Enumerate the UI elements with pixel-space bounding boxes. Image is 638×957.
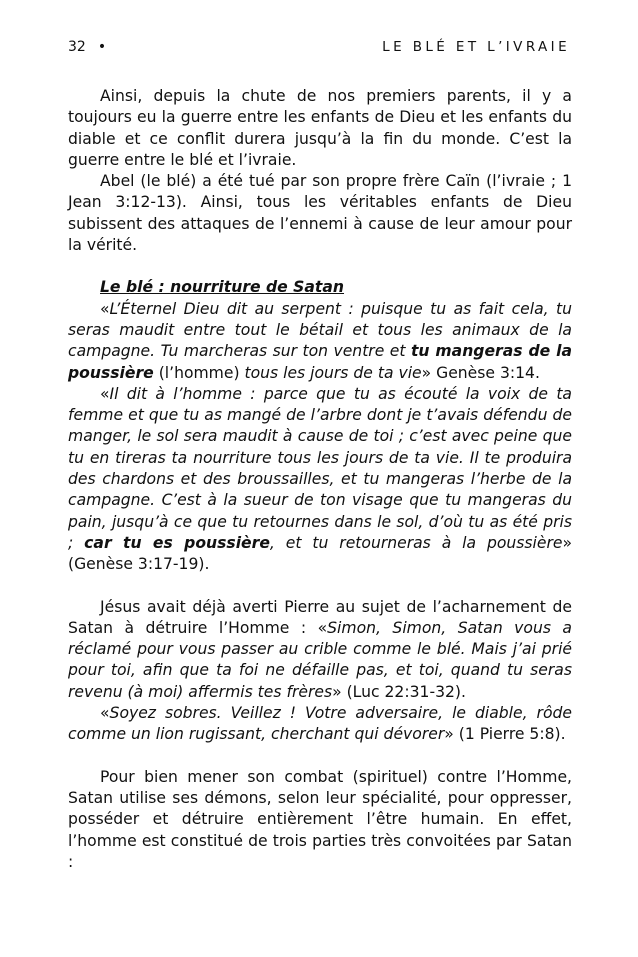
paragraph	[68, 703, 572, 746]
text-run: , et tu retourneras à la poussière	[269, 533, 563, 552]
text-run: » (Luc 22:31-32).	[332, 682, 466, 701]
paragraph	[68, 86, 572, 171]
text-run: car tu es poussière	[84, 533, 270, 552]
paragraph	[68, 171, 572, 256]
running-header	[68, 36, 570, 58]
body-text	[68, 86, 572, 873]
text-run: » (1 Pierre 5:8).	[444, 725, 566, 744]
running-title: LE BLÉ ET L’IVRAIE	[382, 39, 570, 55]
text-run: «	[100, 384, 110, 403]
paragraph	[68, 767, 572, 873]
header-left	[68, 36, 106, 58]
text-run: Pour bien mener son combat (spirituel) contre l’Homme, Satan utilise ses démons, selon leur spécialité, pour oppresser, posséder et détruire entièrement l’être humain. En effet, l’homme est constitué de trois parties très convoitées par Satan :	[68, 767, 572, 871]
section-heading	[68, 277, 572, 298]
text-run: «	[100, 299, 110, 318]
text-run: » (Genèse 3:17-19).	[68, 533, 573, 574]
text-run: Jésus avait déjà averti Pierre au sujet de l’acharnement de Satan à détruire l’Homme : «	[68, 597, 572, 637]
text-run: » Genèse 3:14.	[421, 363, 540, 382]
text-run: Ainsi, depuis la chute de nos premiers parents, il y a toujours eu la guerre entre les enfants de Dieu et les enfants du diable et ce conflit durera jusqu’à la fin du monde. C’est la guerre entre le blé et l’ivraie.	[68, 87, 572, 169]
text-run: Il dit à l’homme : parce que tu as écouté la voix de ta femme et que tu as mangé de l’arbre dont je t’avais défendu de manger, le sol sera maudit à cause de toi ; c’est avec peine que tu en tireras ta nourriture tous les jours de ta vie. Il te produira des chardons et des broussailles, et tu mangeras l’herbe de la campagne. C’est à la sueur de ton visage que tu mangeras du pain, jusqu’à ce que tu retournes dans le sol, d’où tu as été pris ;	[68, 384, 572, 552]
paragraph	[68, 384, 572, 576]
text-run: tous les jours de ta vie	[244, 363, 422, 382]
paragraph	[68, 597, 572, 703]
text-run: Simon, Simon, Satan vous a réclamé pour vous passer au crible comme le blé. Mais j’ai prié pour toi, afin que ta foi ne défaille pas, et toi, quand tu seras revenu (à moi) affermis tes frères	[68, 618, 572, 701]
text-run: (l’homme)	[153, 363, 245, 382]
page-number: 32	[68, 39, 86, 55]
paragraph	[68, 299, 572, 384]
text-run: L’Éternel Dieu dit au serpent : puisque tu as fait cela, tu seras maudit entre tout le bétail et tous les animaux de la campagne. Tu marcheras sur ton ventre et	[68, 299, 572, 361]
text-run: Le blé : nourriture de Satan	[100, 278, 345, 297]
text-run: tu mangeras de la poussière	[68, 342, 572, 382]
text-run: «	[100, 704, 110, 723]
text-run: Abel (le blé) a été tué par son propre frère Caïn (l’ivraie ; 1 Jean 3:12-13). Ainsi, tous les véritables enfants de Dieu subissent des attaques de l’ennemi à cause de leur amour pour la vérité.	[68, 172, 572, 255]
header-bullet: •	[97, 39, 107, 55]
text-run: Soyez sobres. Veillez ! Votre adversaire, le diable, rôde comme un lion rugissant, cherchant qui dévorer	[68, 704, 572, 744]
